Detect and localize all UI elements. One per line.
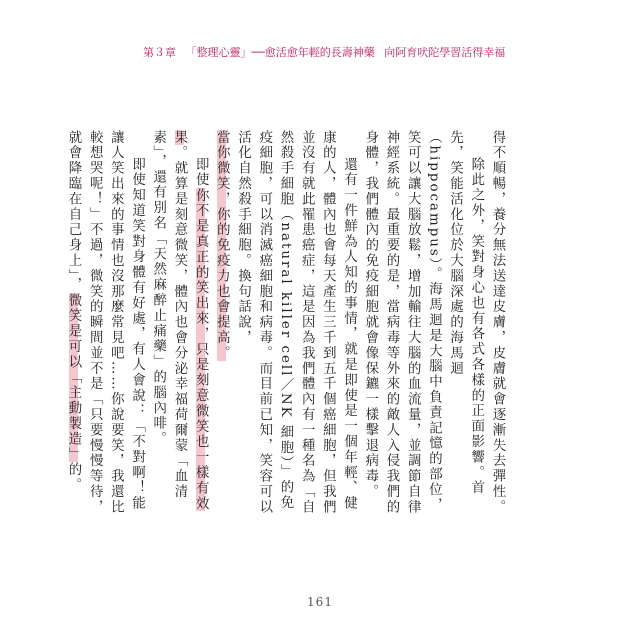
paragraph: 還有一件鮮為人知的事情，就是即使是一個年輕、健康的人，體內也會每天產生三千到五千個癌細胞，但我們並沒有就此罹患癌症，這是因為我們體內有一種名為「自然殺手細胞（natural killer cell／NK 細胞）」的免疫細胞，可以消滅癌細胞和病毒。而目前已知，笑容可以活化自然殺手細胞。換句話說， — [235, 130, 357, 515]
chapter-title: 「整理心靈」──愈活愈年輕的長壽神藥 — [185, 46, 375, 59]
paragraph — [63, 130, 148, 525]
running-header — [143, 44, 563, 60]
text-segment: 即使知道笑對身體有好處，有人會說：「不對啊！能讓人笑出來的事情也沒那麼常見吧……你說要笑，我還比較想哭呢！」不過，微笑的瞬間並不是「只要慢慢等待，就會降臨在自己身上」， — [65, 130, 145, 515]
paragraph: 除此之外，笑對身心也有各式各樣的正面影響。首先，笑能活化位於大腦深處的海馬迴（hippocampus）。海馬迴是大腦中負責記憶的部位，笑可以讓大腦放鬆，增加輸往大腦的血流量，並調節自律神經系統。最重要的是，當病毒等外來的敵人入侵我們的身體，我們體內的免疫細胞就會像保鑣一樣擊退病毒。 — [362, 130, 484, 515]
text-segment: 。就算是刻意微笑，體內也會分泌幸福荷爾蒙「血清素」，還有別名「天然麻醉止痛藥」的腦內啡。 — [150, 130, 187, 500]
chapter-number: 第３章 — [143, 46, 176, 59]
highlighted-paragraph — [211, 130, 232, 525]
text-segment: 的。 — [65, 462, 81, 493]
page-number: 161 — [307, 595, 333, 609]
highlighted-text: 你不是真正的笑出來，只是刻意微笑也一樣有效果 — [171, 130, 209, 512]
vertical-body-text — [65, 130, 508, 525]
paragraph — [148, 130, 212, 525]
text-segment: 即使 — [193, 156, 209, 188]
highlighted-text: 當你微笑，你的免疫力也會提高。 — [214, 130, 230, 361]
paragraph: 得不順暢，養分無法送達皮膚，皮膚就會逐漸失去彈性。 — [490, 130, 505, 515]
highlighted-text: 微笑是可以「主動製造」 — [65, 292, 81, 463]
chapter-subtitle: 向阿育吠陀學習活得幸福 — [384, 46, 506, 59]
